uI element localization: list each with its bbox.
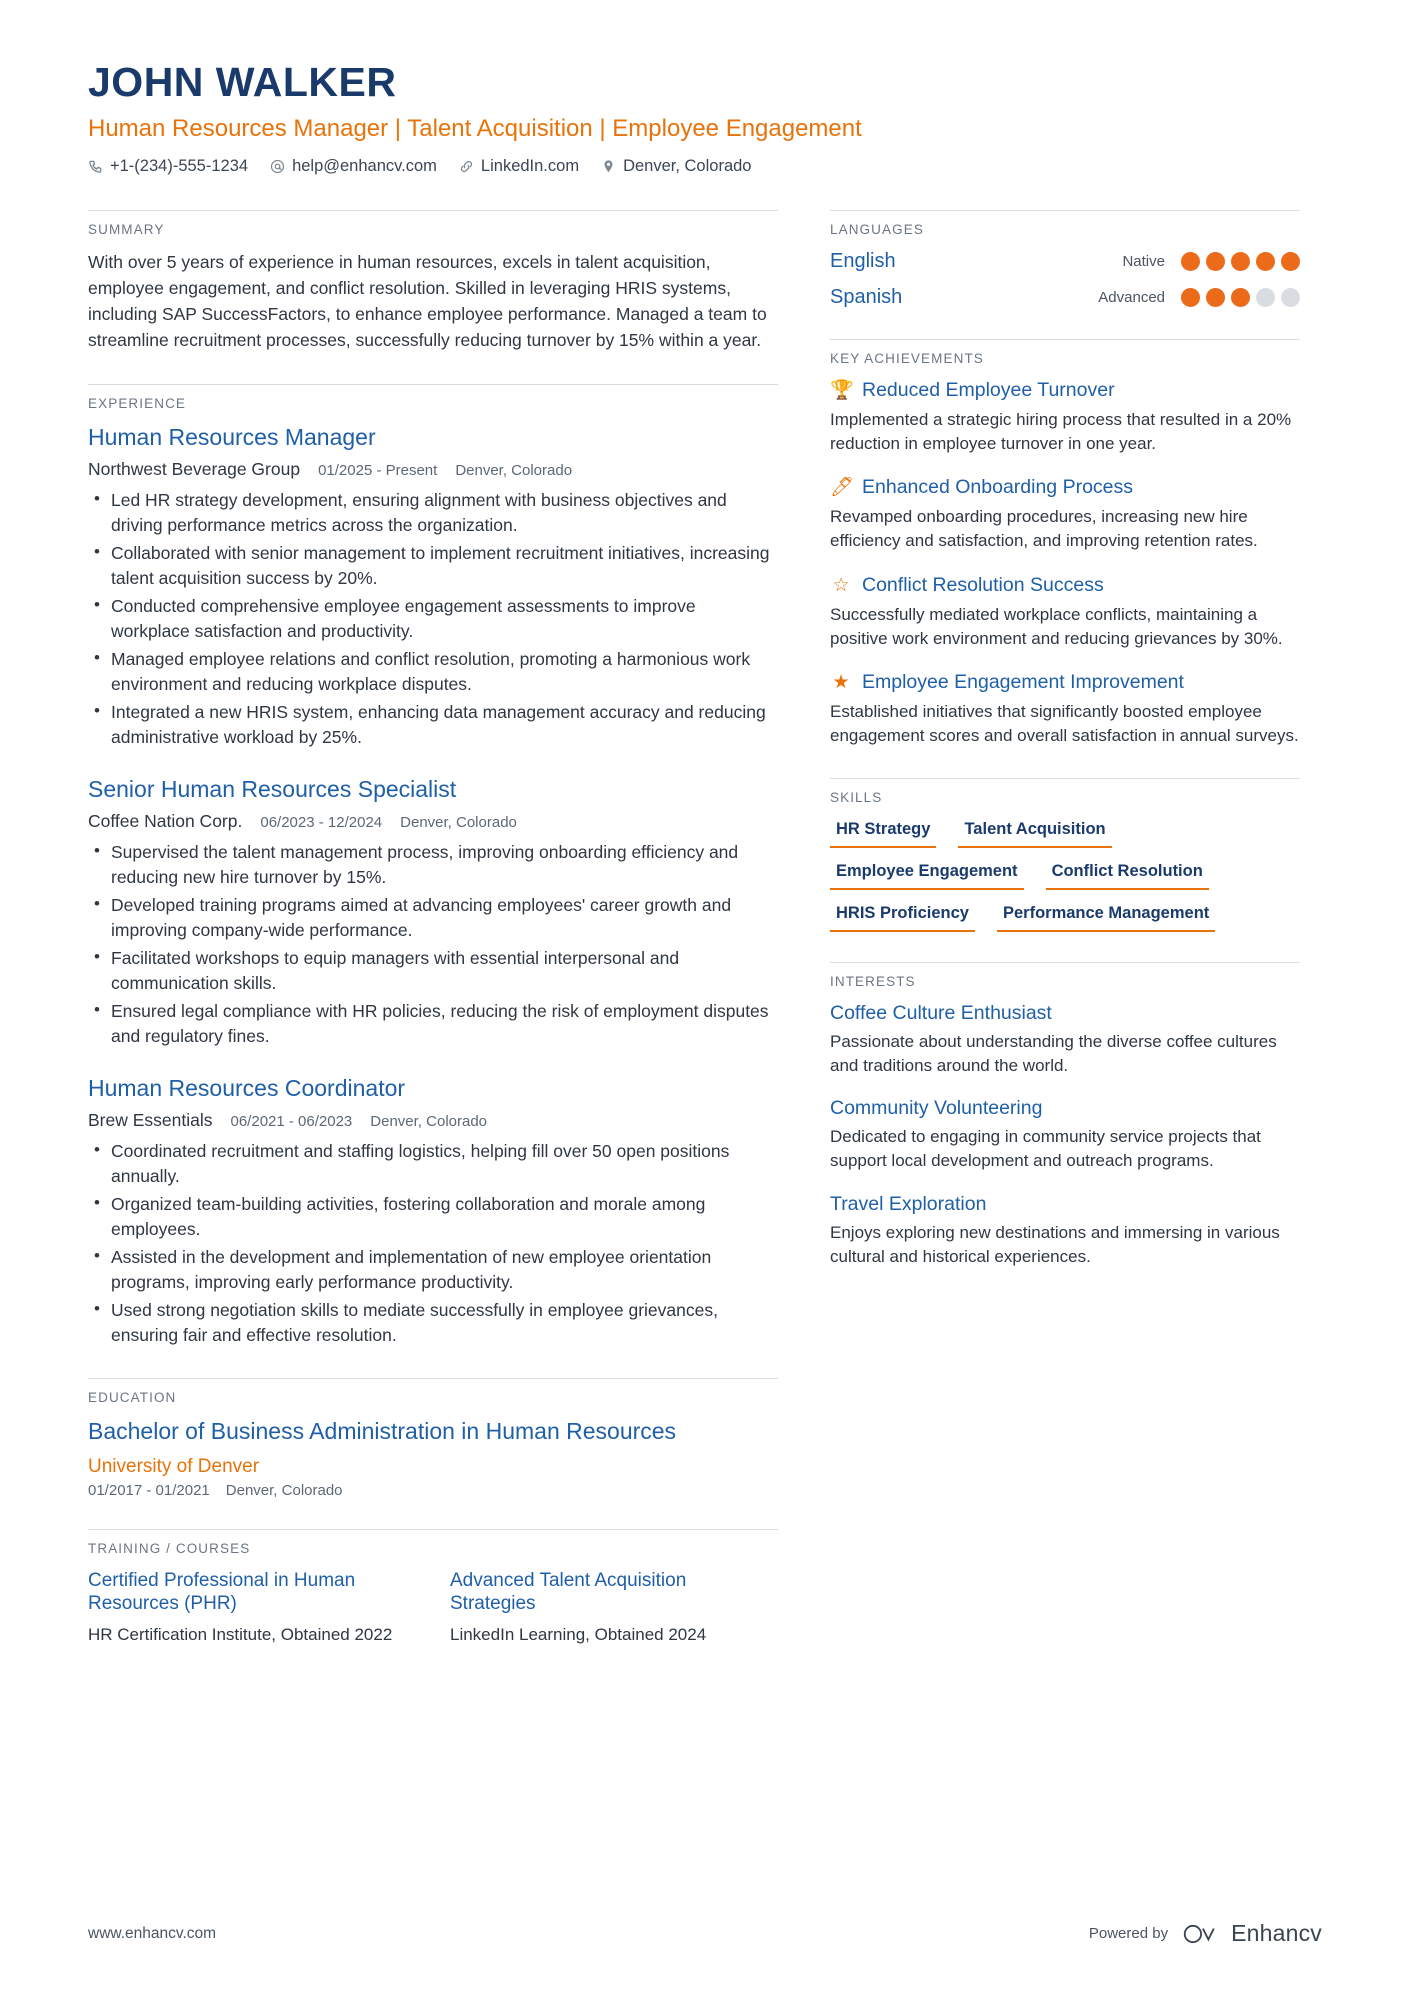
job-company: Northwest Beverage Group xyxy=(88,458,301,479)
rating-dot xyxy=(1256,288,1275,307)
training-section xyxy=(88,1529,778,1647)
job-bullet: • Developed training programs aimed at advancing employees' career growth and improving company-wide performance. xyxy=(88,893,778,943)
skills-section xyxy=(830,778,1300,932)
skill-tag: HR Strategy xyxy=(830,818,936,848)
job-location: Denver, Colorado xyxy=(455,461,573,479)
summary-section xyxy=(88,210,778,354)
star-outline-icon: ☆ xyxy=(832,574,850,596)
job-bullet: • Ensured legal compliance with HR policies, reducing the risk of employment disputes and regulatory fines. xyxy=(88,999,778,1049)
interests-label: INTERESTS xyxy=(830,962,1300,989)
job-dates: 06/2023 - 12/2024 xyxy=(260,813,383,831)
language-rating xyxy=(1181,252,1300,271)
education-location: Denver, Colorado xyxy=(225,1481,343,1499)
rating-dot xyxy=(1206,288,1225,307)
left-column xyxy=(88,210,778,1677)
trophy-icon: 🏆 xyxy=(830,380,854,402)
enhancv-logo xyxy=(1182,1920,1322,1947)
achievement-desc: Successfully mediated workplace conflicts, maintaining a positive work environment and reducing grievances by 30%. xyxy=(830,604,1283,648)
interest-desc: Dedicated to engaging in community service projects that support local development and outreach programs. xyxy=(830,1127,1261,1171)
experience-section xyxy=(88,384,778,1348)
contact-link-text: LinkedIn.com xyxy=(480,157,580,176)
achievement-title: Employee Engagement Improvement xyxy=(862,670,1184,693)
job-title: Senior Human Resources Specialist xyxy=(88,775,457,802)
interest-title: Coffee Culture Enthusiast xyxy=(830,1002,1052,1025)
job-company: Brew Essentials xyxy=(88,1109,213,1130)
job-bullet: • Used strong negotiation skills to mediate successfully in employee grievances, ensuring fair and effective resolution. xyxy=(88,1298,778,1348)
achievement-item xyxy=(830,476,1300,553)
right-column xyxy=(830,210,1300,1677)
language-item xyxy=(830,286,1300,309)
achievement-item xyxy=(830,574,1300,651)
powered-by-label: Powered by xyxy=(1088,1925,1169,1942)
job-bullets xyxy=(88,488,778,750)
interest-title: Travel Exploration xyxy=(830,1192,987,1215)
contact-location xyxy=(601,157,751,176)
course-subtitle: HR Certification Institute, Obtained 2022 xyxy=(88,1625,393,1645)
brand-name: Enhancv xyxy=(1231,1920,1322,1946)
job-bullet: • Coordinated recruitment and staffing logistics, helping fill over 50 open positions annually. xyxy=(88,1139,778,1189)
education-school: University of Denver xyxy=(88,1455,260,1477)
skill-tag: Performance Management xyxy=(997,902,1215,932)
pen-icon: 🖊 xyxy=(830,477,855,499)
language-name: Spanish xyxy=(830,286,903,309)
job-bullet: • Assisted in the development and implementation of new employee orientation programs, improving early performance productivity. xyxy=(88,1245,778,1295)
course-item xyxy=(88,1569,398,1647)
rating-dot xyxy=(1231,252,1250,271)
course-subtitle: LinkedIn Learning, Obtained 2024 xyxy=(450,1625,707,1645)
page-footer xyxy=(88,1910,1322,1947)
course-title: Certified Professional in Human Resources (PHR) xyxy=(88,1569,356,1615)
course-item xyxy=(450,1569,760,1647)
language-rating xyxy=(1181,288,1300,307)
summary-label: SUMMARY xyxy=(88,210,778,237)
achievement-desc: Established initiatives that significantly boosted employee engagement scores and overall satisfaction in annual surveys. xyxy=(830,701,1299,745)
interest-item xyxy=(830,1193,1300,1269)
education-degree: Bachelor of Business Administration in Human Resources xyxy=(88,1418,677,1445)
language-level: Native xyxy=(1122,253,1165,271)
contact-phone[interactable] xyxy=(88,157,248,176)
education-label: EDUCATION xyxy=(88,1378,778,1405)
skill-tag: Talent Acquisition xyxy=(958,818,1111,848)
job-bullet: • Led HR strategy development, ensuring alignment with business objectives and driving performance metrics across the organization. xyxy=(88,488,778,538)
star-filled-icon: ★ xyxy=(832,671,850,693)
skills-label: SKILLS xyxy=(830,778,1300,805)
language-name: English xyxy=(830,250,896,273)
language-item xyxy=(830,250,1300,273)
job-company: Coffee Nation Corp. xyxy=(88,810,243,831)
achievement-item xyxy=(830,671,1300,748)
languages-section xyxy=(830,210,1300,309)
contact-email[interactable] xyxy=(270,157,437,176)
job-bullet: • Conducted comprehensive employee engagement assessments to improve workplace satisfaction and productivity. xyxy=(88,594,778,644)
rating-dot xyxy=(1181,288,1200,307)
summary-text: With over 5 years of experience in human resources, excels in talent acquisition, employee engagement, and conflict resolution. Skilled in leveraging HRIS systems, including SAP SuccessFactors, to enhance employee performance. Managed a team to streamline recruitment processes, successfully reducing turnover by 15% within a year. xyxy=(88,252,767,350)
contact-link[interactable] xyxy=(459,157,579,176)
rating-dot xyxy=(1206,252,1225,271)
training-label: TRAINING / COURSES xyxy=(88,1529,778,1556)
job-location: Denver, Colorado xyxy=(400,813,517,831)
course-title: Advanced Talent Acquisition Strategies xyxy=(450,1569,687,1615)
achievement-desc: Revamped onboarding procedures, increasing new hire efficiency and satisfaction, and improving retention rates. xyxy=(830,507,1258,551)
job-dates: 01/2025 - Present xyxy=(318,461,438,479)
achievement-item xyxy=(830,379,1300,456)
job-bullet: • Collaborated with senior management to implement recruitment initiatives, increasing talent acquisition success by 20%. xyxy=(88,541,778,591)
achievement-title: Reduced Employee Turnover xyxy=(862,379,1115,402)
email-icon xyxy=(270,159,285,174)
job-bullet: • Integrated a new HRIS system, enhancing data management accuracy and reducing administrative workload by 25%. xyxy=(88,700,778,750)
job-dates: 06/2021 - 06/2023 xyxy=(230,1112,353,1130)
interest-desc: Passionate about understanding the diverse coffee cultures and traditions around the world. xyxy=(830,1032,1277,1076)
language-level: Advanced xyxy=(1098,289,1165,307)
resume-header xyxy=(88,60,1322,176)
experience-item xyxy=(88,1075,778,1348)
footer-url[interactable]: www.enhancv.com xyxy=(88,1924,217,1942)
link-icon xyxy=(459,159,474,174)
education-section xyxy=(88,1378,778,1499)
job-bullet: • Organized team-building activities, fostering collaboration and morale among employees. xyxy=(88,1192,778,1242)
phone-icon xyxy=(88,159,103,174)
contact-list xyxy=(88,157,1322,176)
languages-label: LANGUAGES xyxy=(830,210,1300,237)
job-bullets xyxy=(88,840,778,1049)
job-location: Denver, Colorado xyxy=(370,1112,488,1130)
job-bullets xyxy=(88,1139,778,1348)
job-bullet: • Managed employee relations and conflict resolution, promoting a harmonious work environment and reducing workplace disputes. xyxy=(88,647,778,697)
experience-item xyxy=(88,776,778,1049)
header-role: Human Resources Manager | Talent Acquisition | Employee Engagement xyxy=(88,115,862,143)
page-title: JOHN WALKER xyxy=(88,59,397,105)
contact-email-text: help@enhancv.com xyxy=(292,157,437,176)
rating-dot xyxy=(1181,252,1200,271)
interest-item xyxy=(830,1002,1300,1078)
rating-dot xyxy=(1281,252,1300,271)
rating-dot xyxy=(1281,288,1300,307)
job-bullet: • Supervised the talent management process, improving onboarding efficiency and reducing new hire turnover by 15%. xyxy=(88,840,778,890)
rating-dot xyxy=(1256,252,1275,271)
skill-tag: Employee Engagement xyxy=(830,860,1024,890)
achievements-label: KEY ACHIEVEMENTS xyxy=(830,339,1300,366)
location-icon xyxy=(601,159,616,174)
job-title: Human Resources Coordinator xyxy=(88,1074,406,1101)
interest-desc: Enjoys exploring new destinations and immersing in various cultural and historical experiences. xyxy=(830,1222,1280,1266)
achievement-desc: Implemented a strategic hiring process that resulted in a 20% reduction in employee turnover in one year. xyxy=(830,410,1292,454)
skill-tag: HRIS Proficiency xyxy=(830,902,975,932)
achievement-title: Conflict Resolution Success xyxy=(862,573,1104,596)
skill-tag: Conflict Resolution xyxy=(1046,860,1209,890)
contact-location-text: Denver, Colorado xyxy=(623,157,752,176)
education-dates: 01/2017 - 01/2021 xyxy=(88,1481,210,1499)
interest-title: Community Volunteering xyxy=(830,1097,1043,1120)
interests-section xyxy=(830,962,1300,1269)
job-bullet: • Facilitated workshops to equip managers with essential interpersonal and communication skills. xyxy=(88,946,778,996)
achievements-section xyxy=(830,339,1300,748)
rating-dot xyxy=(1231,288,1250,307)
job-title: Human Resources Manager xyxy=(88,423,376,450)
achievement-title: Enhanced Onboarding Process xyxy=(862,476,1134,499)
experience-label: EXPERIENCE xyxy=(88,384,778,411)
interest-item xyxy=(830,1097,1300,1173)
experience-item xyxy=(88,424,778,750)
contact-phone-text: +1-(234)-555-1234 xyxy=(110,157,249,176)
